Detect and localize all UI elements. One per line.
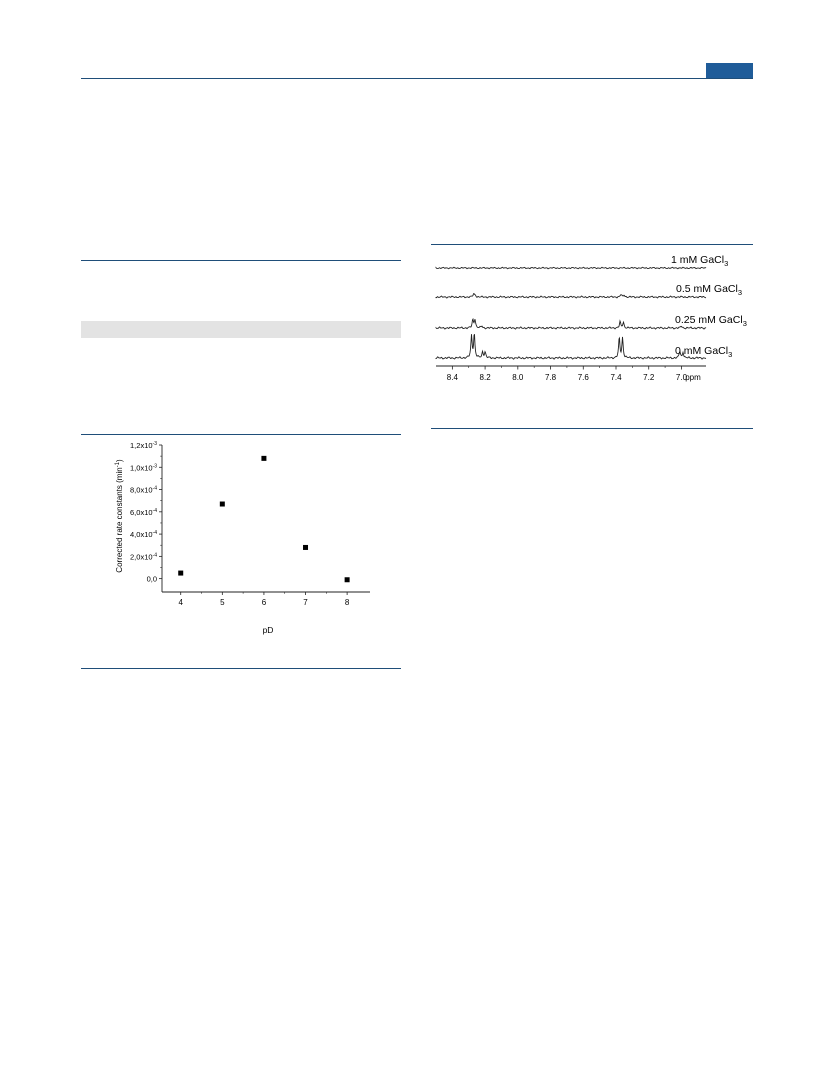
chart-axes xyxy=(162,445,370,592)
ppm-tick-label: 8.0 xyxy=(512,373,524,382)
rate-vs-pd-chart xyxy=(100,440,390,640)
y-axis-ticks xyxy=(130,441,162,584)
trace-label: 1 mM GaCl$_3$ xyxy=(671,254,729,268)
y-tick-label: $1,2x10^{-3}$ xyxy=(130,441,157,450)
trace-label: 0.5 mM GaCl$_3$ xyxy=(676,283,743,297)
y-axis-label: Corrected rate constants $(\min^{-1})$ xyxy=(115,459,124,573)
x-tick-label: 6 xyxy=(261,598,267,607)
data-point xyxy=(261,456,266,461)
left-figure-bottom-rule xyxy=(81,668,401,669)
ppm-tick-label: 7.4 xyxy=(610,373,622,382)
y-tick-label: $2,0x10^{-4}$ xyxy=(130,552,157,562)
left-figure-top-rule xyxy=(81,434,401,435)
ppm-tick-label: 7.6 xyxy=(577,373,589,382)
nmr-traces xyxy=(436,267,706,359)
trace-labels xyxy=(671,254,747,359)
right-figure-top-rule xyxy=(431,244,753,245)
x-tick-label: 7 xyxy=(303,598,308,607)
header-accent-tab xyxy=(706,63,753,78)
trace-label: 0 mM GaCl$_3$ xyxy=(675,345,733,359)
data-point xyxy=(345,577,350,582)
y-tick-label: $6,0x10^{-4}$ xyxy=(130,507,157,517)
ppm-tick-label: 7.8 xyxy=(544,373,557,382)
table-header-band xyxy=(81,321,401,338)
y-tick-label: 0,0 xyxy=(146,574,157,584)
trace-label: 0.25 mM GaCl$_3$ xyxy=(675,314,747,328)
nmr-spectra-figure xyxy=(431,248,753,388)
ppm-tick-label: 7.2 xyxy=(643,373,655,382)
nmr-trace xyxy=(436,294,706,298)
data-point xyxy=(178,571,183,576)
right-figure-bottom-rule xyxy=(431,428,753,429)
x-tick-label: 4 xyxy=(178,598,183,607)
ppm-tick-label: 7.0 xyxy=(675,373,688,382)
data-point xyxy=(303,545,308,550)
y-tick-label: $4,0x10^{-4}$ xyxy=(130,530,157,540)
nmr-trace xyxy=(436,319,706,329)
y-tick-label: $1,0x10^{-3}$ xyxy=(130,463,157,473)
x-axis-ticks xyxy=(178,592,349,607)
left-table-top-rule xyxy=(81,260,401,261)
x-tick-label: 8 xyxy=(344,598,350,607)
ppm-axis xyxy=(436,366,706,382)
x-axis-label: pD xyxy=(262,625,274,635)
ppm-tick-label: 8.2 xyxy=(479,373,491,382)
x-tick-label: 5 xyxy=(220,598,225,607)
nmr-trace xyxy=(436,267,706,269)
ppm-tick-label: 8.4 xyxy=(446,373,458,382)
data-point xyxy=(220,502,225,507)
ppm-unit-label: ppm xyxy=(685,373,701,382)
y-tick-label: $8,0x10^{-4}$ xyxy=(130,485,157,495)
header-rule xyxy=(81,78,753,79)
data-points xyxy=(178,456,349,582)
nmr-trace xyxy=(436,334,706,359)
